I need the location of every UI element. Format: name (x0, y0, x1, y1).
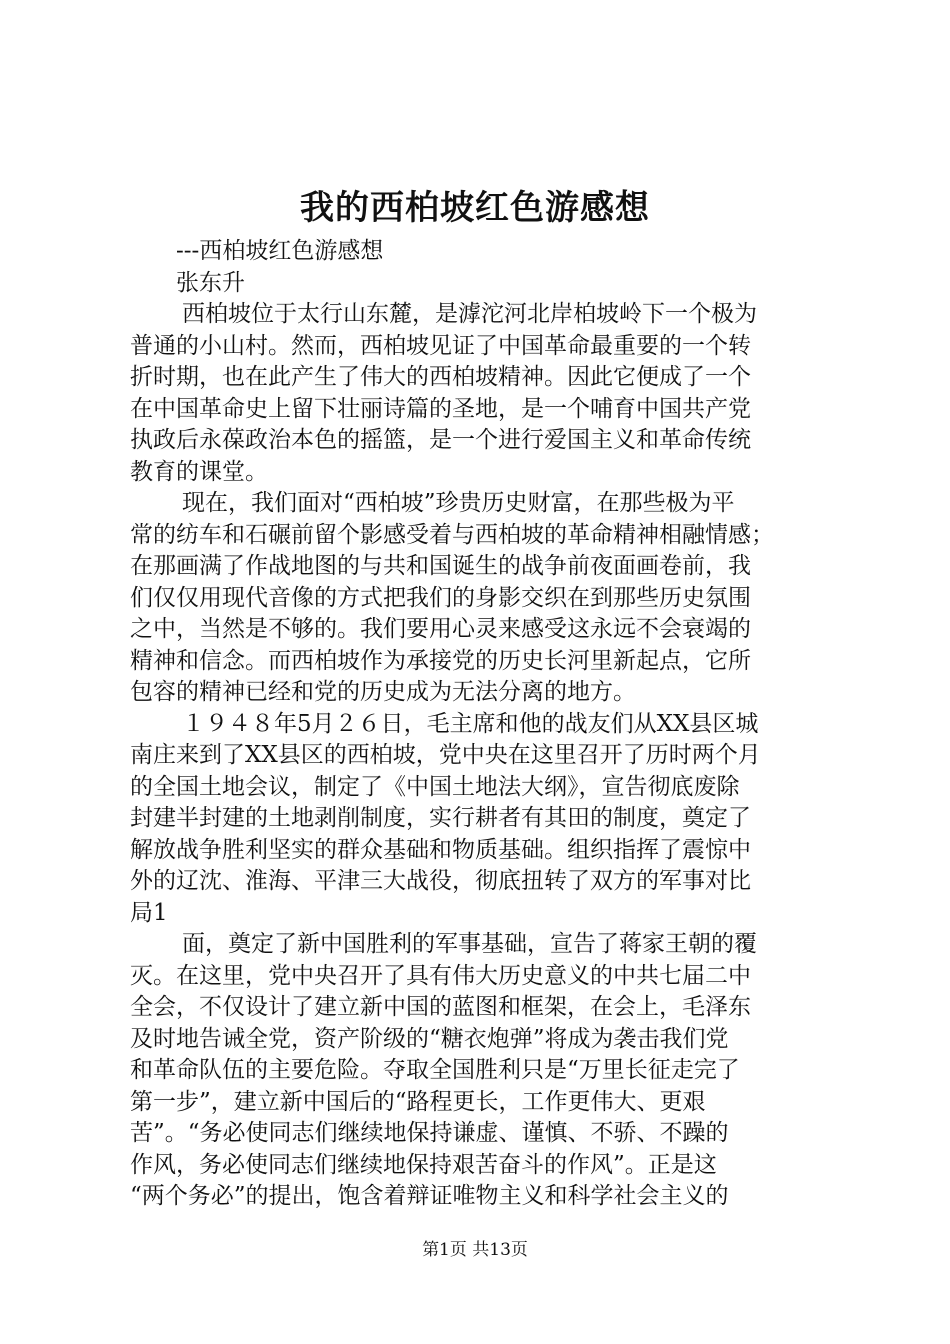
paragraph-line: 灭。在这里，党中央召开了具有伟大历史意义的中共七届二中 (130, 962, 751, 989)
paragraph-line: 解放战争胜利坚实的群众基础和物质基础。组织指挥了震惊中 (130, 836, 751, 863)
paragraph-line: １９４８年5月２６日，毛主席和他的战友们从XX县区城 (182, 710, 759, 737)
paragraph-line: 南庄来到了XX县区的西柏坡，党中央在这里召开了历时两个月 (130, 742, 761, 768)
paragraph-line: 作风，务必使同志们继续地保持艰苦奋斗的作风”。正是这 (130, 1151, 717, 1178)
paragraph-line: 精神和信念。而西柏坡作为承接党的历史长河里新起点，它所 (130, 647, 751, 674)
paragraph-line: “两个务必”的提出，饱含着辩证唯物主义和科学社会主义的 (130, 1183, 729, 1209)
document-body (130, 236, 830, 1213)
paragraph-line: 全会，不仅设计了建立新中国的蓝图和框架，在会上，毛泽东 (130, 994, 751, 1020)
author-line: 张东升 (176, 269, 245, 296)
paragraph-line: 折时期，也在此产生了伟大的西柏坡精神。因此它便成了一个 (130, 364, 751, 390)
paragraph-line: 面，奠定了新中国胜利的军事基础，宣告了蒋家王朝的覆 (182, 931, 757, 957)
paragraph-line: 苦”。“务必使同志们继续地保持谦虚、谨慎、不骄、不躁的 (130, 1120, 729, 1146)
paragraph-line: 教育的课堂。 (130, 458, 268, 485)
paragraph-line: 现在，我们面对“西柏坡”珍贵历史财富，在那些极为平 (182, 490, 735, 516)
paragraph-line: 之中，当然是不够的。我们要用心灵来感受这永远不会衰竭的 (130, 616, 751, 642)
paragraph-line: 在中国革命史上留下壮丽诗篇的圣地，是一个哺育中国共产党 (130, 395, 751, 422)
paragraph-line: 局1 (130, 899, 168, 926)
paragraph-line: 们仅仅用现代音像的方式把我们的身影交织在到那些历史氛围 (130, 584, 751, 611)
paragraph-line: 执政后永葆政治本色的摇篮，是一个进行爱国主义和革命传统 (130, 427, 751, 453)
paragraph-line: 西柏坡位于太行山东麓，是滹沱河北岸柏坡岭下一个极为 (182, 301, 757, 327)
paragraph-line: 第一步”，建立新中国后的“路程更长，工作更伟大、更艰 (130, 1088, 706, 1115)
paragraph-line: 封建半封建的土地剥削制度，实行耕者有其田的制度，奠定了 (130, 805, 751, 831)
paragraph-line: 常的纺车和石碾前留个影感受着与西柏坡的革命精神相融情感； (130, 521, 774, 548)
paragraph-line: 及时地告诫全党，资产阶级的“糖衣炮弹”将成为袭击我们党 (130, 1025, 729, 1052)
paragraph-line: 和革命队伍的主要危险。夺取全国胜利只是“万里长征走完了 (130, 1057, 740, 1083)
paragraph-line: 的全国土地会议，制定了《中国土地法大纲》，宣告彻底废除 (130, 773, 740, 800)
subtitle-line: ---西柏坡红色游感想 (176, 238, 384, 264)
paragraph-line: 在那画满了作战地图的与共和国诞生的战争前夜面画卷前，我 (130, 553, 751, 579)
paragraph-line: 外的辽沈、淮海、平津三大战役，彻底扭转了双方的军事对比 (130, 868, 751, 894)
page-number-footer: 第1页 共13页 (422, 1240, 528, 1260)
document-title: 我的西柏坡红色游感想 (300, 188, 650, 228)
paragraph-line: 普通的小山村。然而，西柏坡见证了中国革命最重要的一个转 (130, 332, 751, 359)
paragraph-line: 包容的精神已经和党的历史成为无法分离的地方。 (130, 679, 636, 705)
